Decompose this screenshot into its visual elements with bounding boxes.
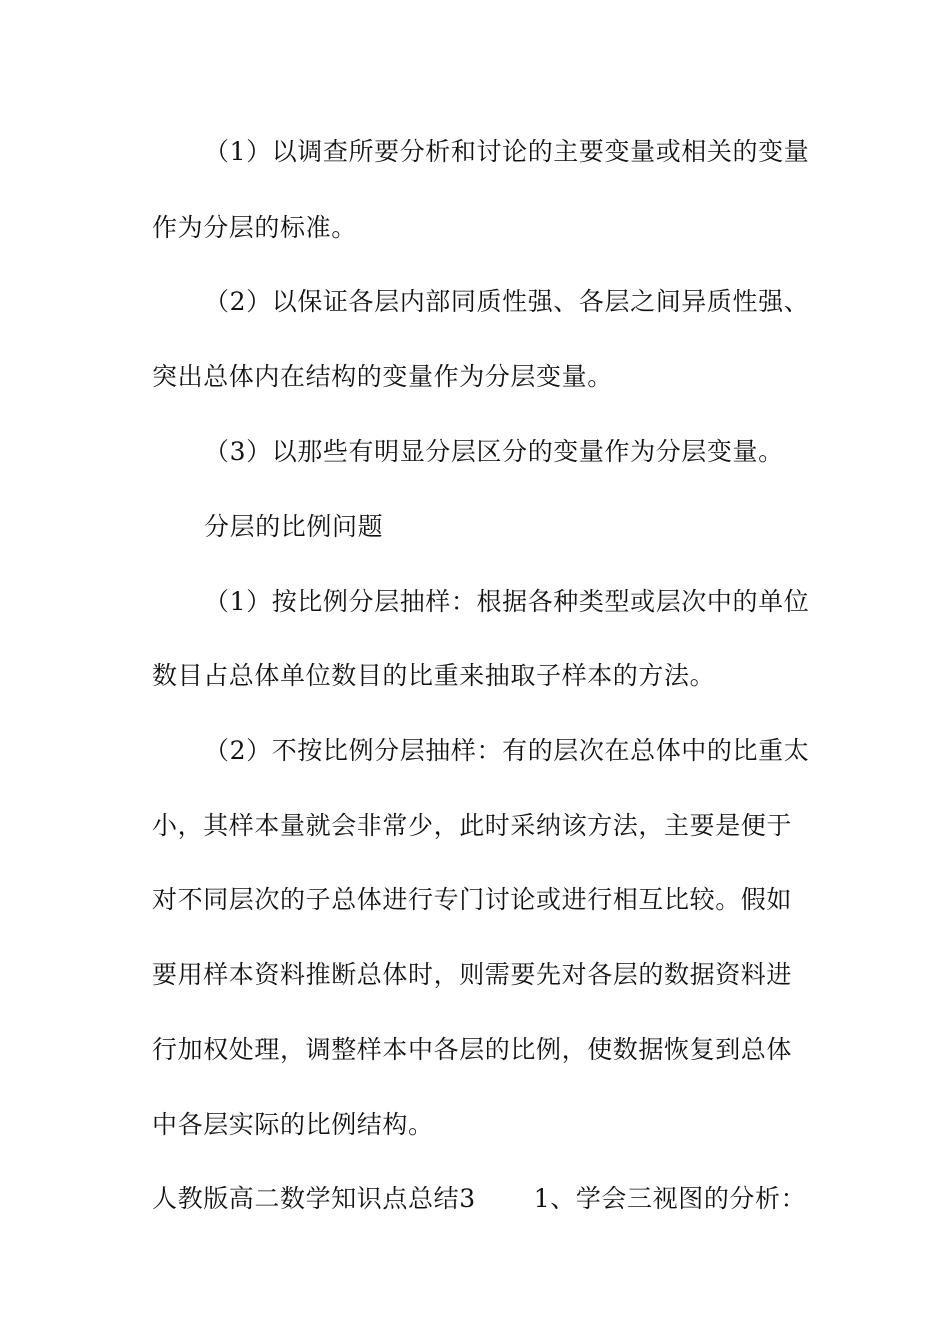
paragraph-line: 要用样本资料推断总体时，则需要先对各层的数据资料进 [152, 960, 793, 989]
paragraph-line: 中各层实际的比例结构。 [152, 1110, 434, 1139]
section-heading-item: 1、学会三视图的分析： [533, 1184, 807, 1213]
paragraph-line: 作为分层的标准。 [152, 213, 357, 242]
paragraph-line: 突出总体内在结构的变量作为分层变量。 [152, 362, 613, 391]
paragraph-line: （3）以那些有明显分层区分的变量作为分层变量。 [204, 437, 784, 466]
paragraph-line: （2）以保证各层内部同质性强、各层之间异质性强、 [204, 287, 810, 316]
paragraph-heading: 分层的比例问题 [204, 512, 384, 541]
paragraph-line: 行加权处理，调整样本中各层的比例，使数据恢复到总体 [152, 1035, 793, 1064]
paragraph-line: 数目占总体单位数目的比重来抽取子样本的方法。 [152, 661, 716, 690]
paragraph-line: （1）按比例分层抽样：根据各种类型或层次中的单位 [204, 587, 810, 616]
paragraph-line: 小，其样本量就会非常少，此时采纳该方法，主要是便于 [152, 811, 793, 840]
paragraph-line: （1）以调查所要分析和讨论的主要变量或相关的变量 [204, 137, 810, 166]
paragraph-line: 对不同层次的子总体进行专门讨论或进行相互比较。假如 [152, 885, 793, 914]
section-heading [152, 1183, 812, 1215]
paragraph-line: （2）不按比例分层抽样：有的层次在总体中的比重太 [204, 736, 810, 765]
section-heading-title: 人教版高二数学知识点总结3 [152, 1184, 476, 1213]
